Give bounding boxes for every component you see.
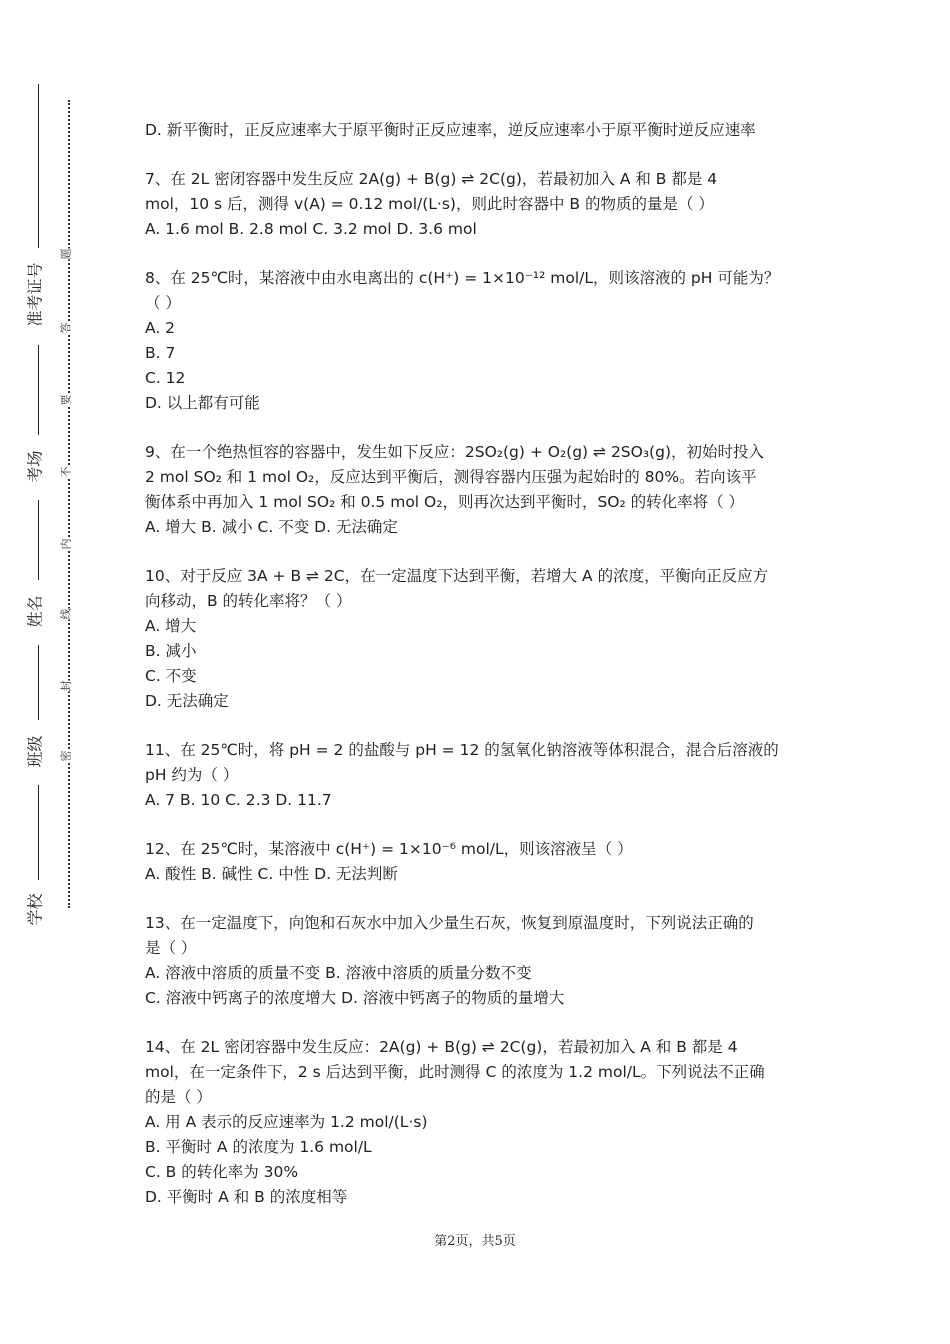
question-options: A. 7 B. 10 C. 2.3 D. 11.7 [145, 791, 332, 809]
question-line: 7、在 2L 密闭容器中发生反应 2A(g) + B(g) ⇌ 2C(g)，若最初加入 A 和 B 都是 4 [145, 170, 718, 188]
question-line: 向移动，B 的转化率将？（ ） [145, 592, 352, 610]
seal-char: 线 [56, 609, 76, 620]
name-line [38, 500, 39, 580]
option-c: C. 12 [145, 369, 186, 387]
question-line: 9、在一个绝热恒容的容器中，发生如下反应：2SO₂(g) + O₂(g) ⇌ 2SO₃(g)，初始时投入 [145, 443, 764, 461]
option-a: A. 增大 [145, 617, 197, 635]
exam-room-label: 考场 [25, 450, 45, 483]
name-label: 姓名 [25, 595, 45, 628]
class-label: 班级 [25, 735, 45, 768]
question-options: A. 溶液中溶质的质量不变 B. 溶液中溶质的质量分数不变 [145, 964, 532, 982]
question-line: 2 mol SO₂ 和 1 mol O₂，反应达到平衡后，测得容器内压强为起始时的 80%。若向该平 [145, 468, 757, 486]
question-9 [145, 440, 810, 540]
question-line: 的是（ ） [145, 1088, 212, 1106]
school-label: 学校 [25, 893, 45, 926]
option-a: A. 用 A 表示的反应速率为 1.2 mol/(L·s) [145, 1113, 428, 1131]
question-line: mol，在一定条件下，2 s 后达到平衡，此时测得 C 的浓度为 1.2 mol/L。下列说法不正确 [145, 1063, 765, 1081]
exam-number-line [38, 84, 39, 248]
question-line: 衡体系中再加入 1 mol SO₂ 和 0.5 mol O₂，则再次达到平衡时，SO₂ 的转化率将（ ） [145, 493, 745, 511]
question-10 [145, 564, 810, 714]
question-options: A. 酸性 B. 碱性 C. 中性 D. 无法判断 [145, 865, 398, 883]
question-line: 11、在 25℃时，将 pH = 2 的盐酸与 pH = 12 的氢氧化钠溶液等体积混合，混合后溶液的 [145, 741, 779, 759]
exam-room-line [38, 345, 39, 435]
option-b: B. 减小 [145, 642, 197, 660]
question-7 [145, 167, 810, 242]
option-a: A. 2 [145, 319, 176, 337]
question-line: pH 约为（ ） [145, 766, 239, 784]
option-c: C. B 的转化率为 30% [145, 1163, 299, 1181]
option-c: C. 不变 [145, 667, 197, 685]
question-line: 13、在一定温度下，向饱和石灰水中加入少量生石灰，恢复到原温度时，下列说法正确的 [145, 914, 754, 932]
question-options: A. 1.6 mol B. 2.8 mol C. 3.2 mol D. 3.6 mol [145, 220, 477, 238]
question-11 [145, 738, 810, 813]
question-options: A. 增大 B. 减小 C. 不变 D. 无法确定 [145, 518, 398, 536]
question-line: mol，10 s 后，测得 v(A) = 0.12 mol/(L·s)，则此时容器中 B 的物质的量是（ ） [145, 195, 714, 213]
question-list [145, 118, 810, 1234]
question-line: 8、在 25℃时，某溶液中由水电离出的 c(H⁺) = 1×10⁻¹² mol/L，则该溶液的 pH 可能为？ [145, 269, 780, 287]
question-line: 12、在 25℃时，某溶液中 c(H⁺) = 1×10⁻⁶ mol/L，则该溶液呈（ ） [145, 840, 633, 858]
question-line: （ ） [145, 294, 181, 312]
seal-dotted-line [68, 100, 70, 908]
seal-char: 要 [56, 395, 76, 406]
option-d: D. 平衡时 A 和 B 的浓度相等 [145, 1188, 348, 1206]
seal-char: 题 [56, 249, 76, 260]
seal-char: 封 [56, 681, 76, 692]
option-b: B. 7 [145, 344, 176, 362]
question-line: 14、在 2L 密闭容器中发生反应：2A(g) + B(g) ⇌ 2C(g)，若最初加入 A 和 B 都是 4 [145, 1038, 738, 1056]
question-options: C. 溶液中钙离子的浓度增大 D. 溶液中钙离子的物质的量增大 [145, 989, 565, 1007]
class-line [38, 645, 39, 720]
seal-char: 内 [56, 539, 76, 550]
seal-char: 密 [56, 751, 76, 762]
question-line: 是（ ） [145, 939, 197, 957]
question-12 [145, 837, 810, 887]
exam-number-label: 准考证号 [25, 262, 45, 327]
option-d: D. 以上都有可能 [145, 394, 260, 412]
question-8 [145, 266, 810, 416]
question-line: 10、对于反应 3A + B ⇌ 2C，在一定温度下达到平衡，若增大 A 的浓度，平衡向正反应方 [145, 567, 769, 585]
question-14 [145, 1035, 810, 1210]
page-footer: 第2页，共5页 [434, 1234, 516, 1249]
school-line [38, 785, 39, 880]
option-d: D. 无法确定 [145, 692, 229, 710]
seal-char: 答 [56, 323, 76, 334]
question-6-option-d [145, 118, 810, 143]
seal-char: 不 [56, 467, 76, 478]
option-b: B. 平衡时 A 的浓度为 1.6 mol/L [145, 1138, 372, 1156]
question-line: D. 新平衡时，正反应速率大于原平衡时正反应速率，逆反应速率小于原平衡时逆反应速率 [145, 121, 756, 139]
question-13 [145, 911, 810, 1011]
